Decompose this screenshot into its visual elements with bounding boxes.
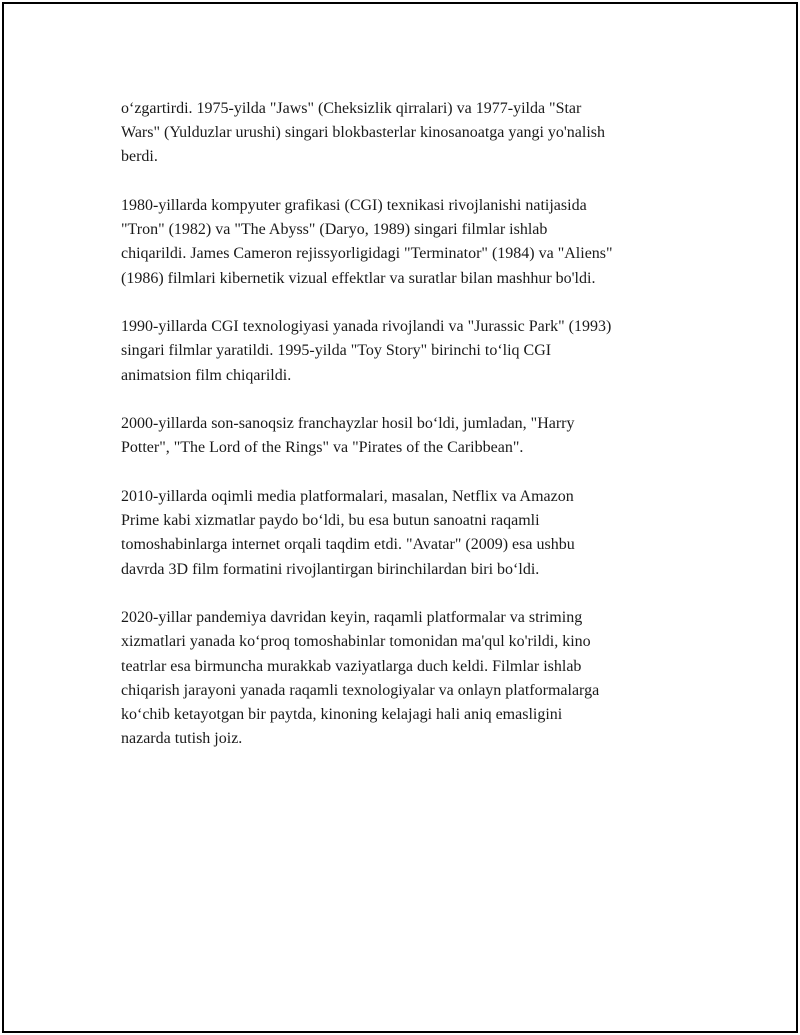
text-line: teatrlar esa birmuncha murakkab vaziyatlarga duch keldi. Filmlar ishlab (121, 657, 582, 675)
text-line: 2020-yillar pandemiya davridan keyin, raqamli platformalar va striming (121, 609, 583, 627)
text-line: 2010-yillarda oqimli media platformalari, masalan, Netflix va Amazon (121, 488, 574, 505)
paragraph-2020s-pandemic (121, 606, 701, 751)
text-line: chiqarish jarayoni yanada raqamli texnologiyalar va onlayn platformalarga (121, 681, 600, 699)
paragraph-2000s-franchises (121, 412, 701, 460)
text-line: Prime kabi xizmatlar paydo bo‘ldi, bu esa butun sanoatni raqamli (121, 512, 540, 530)
document-body (121, 97, 701, 776)
paragraph-1990s-cgi (121, 315, 701, 388)
text-line: nazarda tutish joiz. (121, 730, 243, 748)
text-line: o‘zgartirdi. 1975-yilda "Jaws" (Cheksizlik qirralari) va 1977-yilda "Star (121, 100, 582, 117)
paragraph-1980s-cgi (121, 194, 701, 291)
text-line: 1980-yillarda kompyuter grafikasi (CGI) texnikasi rivojlanishi natijasida (121, 197, 587, 214)
text-line: 1990-yillarda CGI texnologiyasi yanada rivojlandi va "Jurassic Park" (1993) (121, 318, 612, 336)
text-line: animatsion film chiqarildi. (121, 366, 292, 384)
text-line: chiqarildi. James Cameron rejissyorligidagi "Terminator" (1984) va "Aliens" (121, 245, 613, 263)
text-line: (1986) filmlari kibernetik vizual effektlar va suratlar bilan mashhur bo'ldi. (121, 269, 596, 287)
text-line: "Tron" (1982) va "The Abyss" (Daryo, 1989) singari filmlar ishlab (121, 221, 548, 239)
text-line: Wars" (Yulduzlar urushi) singari blokbasterlar kinosanoatga yangi yo'nalish (121, 124, 606, 142)
paragraph-1970s-blockbusters (121, 97, 701, 170)
text-line: tomoshabinlarga internet orqali taqdim etdi. "Avatar" (2009) esa ushbu (121, 536, 575, 554)
text-line: berdi. (121, 148, 158, 166)
text-line: singari filmlar yaratildi. 1995-yilda "Toy Story" birinchi to‘liq CGI (121, 342, 552, 360)
text-line: 2000-yillarda son-sanoqsiz franchayzlar hosil bo‘ldi, jumladan, "Harry (121, 415, 575, 433)
paragraph-2010s-streaming (121, 485, 701, 582)
text-line: Potter", "The Lord of the Rings" va "Pirates of the Caribbean". (121, 439, 524, 457)
text-line: ko‘chib ketayotgan bir paytda, kinoning kelajagi hali aniq emasligini (121, 706, 563, 724)
text-line: xizmatlari yanada ko‘proq tomoshabinlar tomonidan ma'qul ko'rildi, kino (121, 633, 591, 651)
text-line: davrda 3D film formatini rivojlantirgan birinchilardan biri bo‘ldi. (121, 560, 540, 578)
document-page (2, 2, 798, 1033)
